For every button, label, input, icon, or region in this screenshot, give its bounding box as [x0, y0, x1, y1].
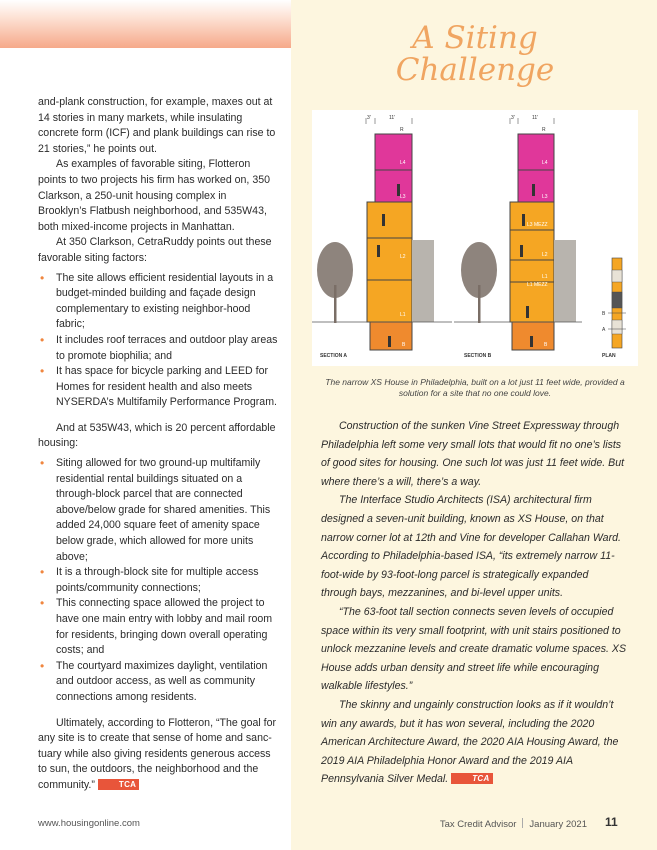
paragraph: As examples of favorable siting, Flotteron points to two projects his firm has worked on, 350 Clarkson, a 250-unit housing complex in Brooklyn’s Flatbush neighborhood, and 535W43, both mixed-income projects in Manhattan. [38, 158, 270, 233]
tca-end-badge: TCA [98, 779, 139, 790]
publication-name: Tax Credit Advisor [439, 819, 517, 830]
section-diagram-svg [312, 110, 638, 366]
list-item: • Siting allowed for two ground-up multifamily residential rental buildings situated on a through-block parcel that are connected above/below grade for shared amenities. This added 24,000 square feet of amenity space below grade, which allowed for more units above; [38, 456, 278, 565]
dim-label: 3' [367, 115, 371, 121]
issue-date: January 2021 [529, 819, 587, 830]
dim-label: 3' [511, 115, 515, 121]
level-label: L1 MEZZ [527, 282, 548, 288]
plan-label: B [602, 311, 606, 317]
level-label: L4 [400, 160, 406, 166]
paragraph: “The 63-foot tall section connects seven levels of occupied space within its very small footprint, with unit stairs positioned to unlock mezzanine levels and create dramatic volume spaces. XS House adds urban density and street life while encouraging walkable lifestyles.” [321, 605, 627, 693]
level-label: B [544, 342, 548, 348]
left-article-column [38, 95, 278, 794]
header-gradient-band [0, 0, 291, 48]
footer-website-link[interactable]: www.housingonline.com [38, 818, 140, 829]
level-label: L1 [542, 274, 548, 280]
level-label: L1 [400, 312, 406, 318]
plan-view [602, 258, 626, 359]
section-label: SECTION B [464, 353, 492, 359]
dim-label: 11' [389, 115, 396, 121]
paragraph: The skinny and ungainly construction looks as if it wouldn’t win any awards, but it has won several, including the 2020 American Architecture Award, the 2020 AIA Housing Award, the 2019 AIA Philadelphia Honor Award and the 2019 AIA Pennsylvania Silver Medal. TCA [321, 698, 619, 786]
paragraph: At 350 Clarkson, CetraRuddy points out these favorable siting factors: [38, 236, 272, 264]
separator [522, 818, 523, 828]
section-label: PLAN [602, 353, 616, 359]
level-label: L3 [542, 194, 548, 200]
paragraph: The Interface Studio Architects (ISA) architectural firm designed a seven-unit building, known as XS House, on that narrow corner lot at 12th and Vine for developer Callahan Ward. According to Philadelphia-based ISA, “its extremely narrow 11-foot-wide by 93-foot-long parcel is strategically expanded through bays, mezzanines, and bi-level upper units. [321, 494, 621, 600]
list-item: • The site allows efficient residential layouts in a budget-minded building and façade design complementary to existing neighbor-hood fabric; [38, 271, 278, 333]
sidebar-title: A Siting Challenge [395, 20, 555, 88]
xs-house-section-drawing [312, 110, 638, 366]
page-number: 11 [605, 815, 618, 829]
list-item: • It includes roof terraces and outdoor play areas to promote biophilia; and [38, 333, 278, 364]
level-label: L2 [542, 252, 548, 258]
figure-caption: The narrow XS House in Philadelphia, built on a lot just 11 feet wide, provided a solution for a site that no one could love. [325, 377, 625, 398]
level-label: L3 MEZZ [527, 222, 548, 228]
section-a [312, 115, 452, 359]
bullet-list-clarkson [38, 271, 278, 411]
footer-publication-info [440, 818, 587, 830]
paragraph: And at 535W43, which is 20 percent affordable housing: [38, 421, 276, 450]
level-label: L3 [400, 194, 406, 200]
roof-label: R [400, 127, 404, 133]
section-b [454, 115, 582, 359]
list-item: • It has space for bicycle parking and LEED for Homes for resident health and also meets NYSERDA’s Multifamily Performance Program. [38, 364, 278, 411]
list-item: • It is a through-block site for multiple access points/community connections; [38, 565, 278, 596]
level-label: L4 [542, 160, 548, 166]
dim-label: 11' [532, 115, 539, 121]
paragraph: Construction of the sunken Vine Street Expressway through Philadelphia left some very small lots that would fit no one’s lists of good sites for housing. One such lot was just 11 feet wide. But where there’s a will, there’s a way. [321, 420, 625, 488]
paragraph: Ultimately, according to Flotteron, “The goal for any site is to create that sense of home and sanc-tuary while also giving residents generous access to sun, the outdoors, the neighborhood and the community.” TCA [38, 716, 277, 791]
section-label: SECTION A [320, 353, 348, 359]
sidebar-article-column [321, 417, 627, 789]
roof-label: R [542, 127, 546, 133]
level-label: B [402, 342, 406, 348]
paragraph: and-plank construction, for example, maxes out at 14 stories in many markets, while insulating concrete form (ICF) and plank buildings can rise to 21 stories,” he points out. [38, 96, 276, 155]
level-label: L2 [400, 254, 406, 260]
list-item: • This connecting space allowed the project to have one main entry with lobby and mail room for residents, bringing down overall operating costs; and [38, 596, 278, 658]
list-item: • The courtyard maximizes daylight, ventilation and outdoor access, as well as community connections among residents. [38, 659, 278, 706]
plan-label: A [602, 327, 606, 333]
tca-end-badge: TCA [451, 773, 492, 784]
bullet-list-535w43 [38, 456, 278, 706]
